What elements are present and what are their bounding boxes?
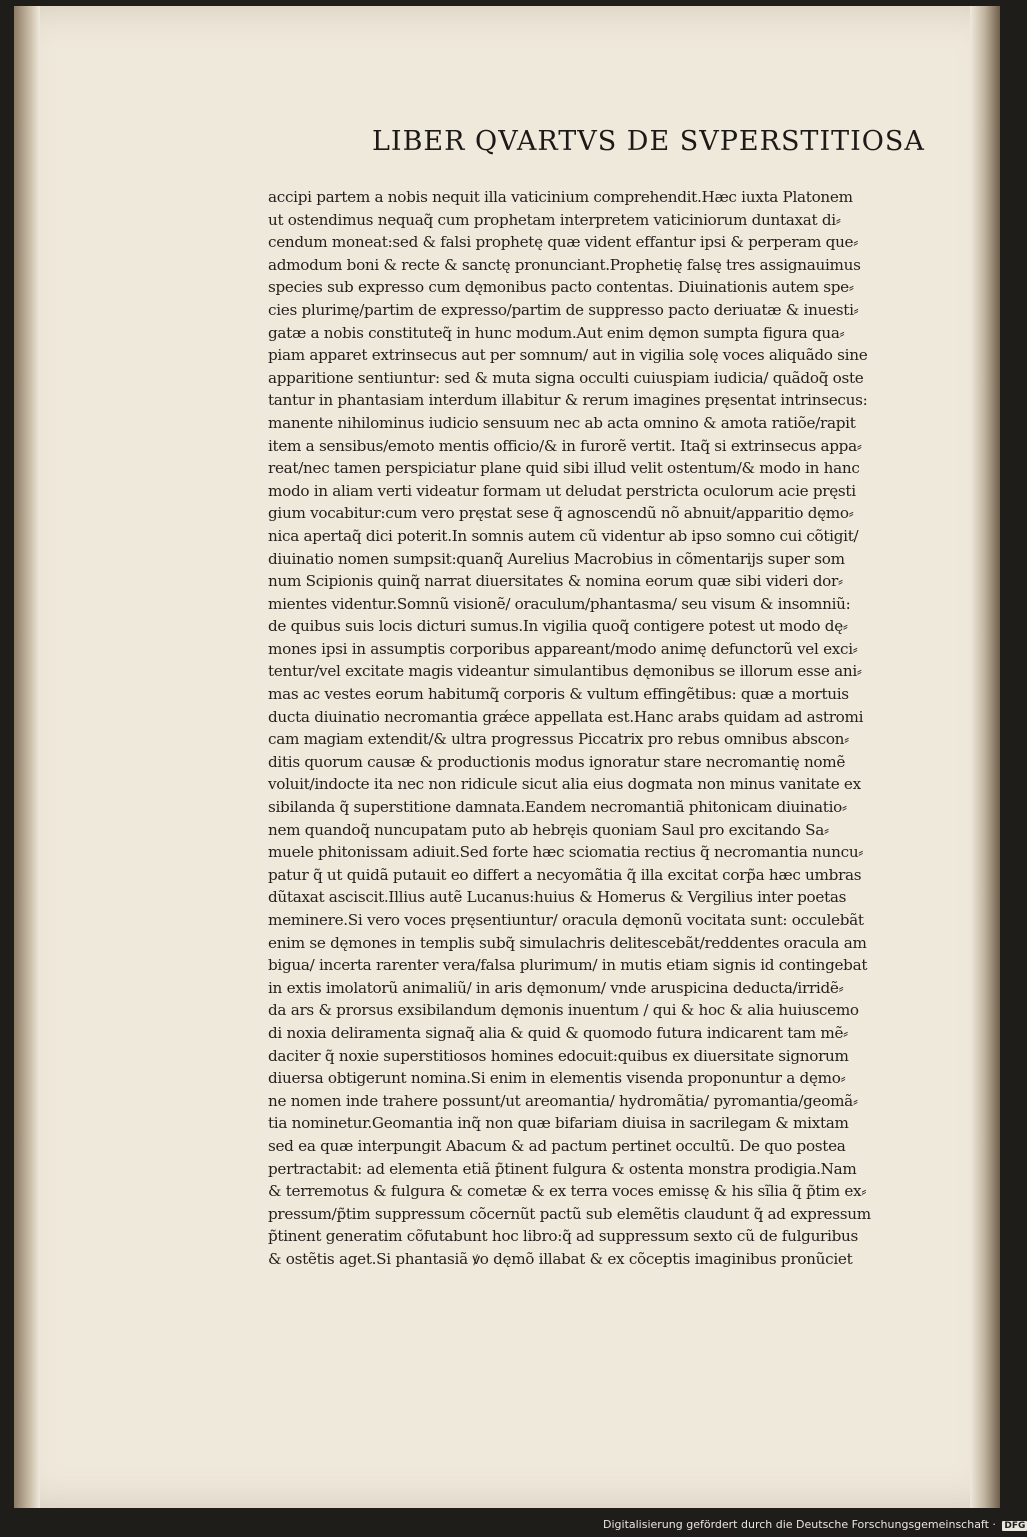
text-line: daciter q̃ noxie superstitiosos homines edocuit:quibus ex diuersitate signorum (268, 1046, 849, 1065)
text-line: mas ac vestes eorum habitumq̃ corporis & vultum effingẽtibus: quæ a mortuis (268, 685, 849, 704)
text-line: sed ea quæ interpungit Abacum & ad pactum pertinet occultũ. De quo postea (268, 1136, 846, 1155)
text-line: gatæ a nobis constituteq̃ in hunc modum.Aut enim dęmon sumpta figura qua⸗ (268, 323, 845, 342)
text-line: bigua/ incerta rarenter vera/falsa plurimum/ in mutis etiam signis id contingebat (268, 956, 868, 975)
text-line: tentur/vel excitate magis videantur simulantibus dęmonibus se illorum esse ani⸗ (268, 662, 862, 681)
book-page (14, 6, 1000, 1508)
text-line: nem quandoq̃ nuncupatam puto ab hebręis quoniam Saul pro excitando Sa⸗ (268, 820, 829, 839)
text-line: dũtaxat asciscit.Illius autẽ Lucanus:huius & Homerus & Vergilius inter poetas (268, 888, 847, 907)
text-line: mientes videntur.Somnũ visionẽ/ oraculum/phantasma/ seu visum & insomniũ: (268, 594, 851, 613)
funding-text: Digitalisierung gefördert durch die Deutsche Forschungsgemeinschaft · (603, 1518, 996, 1531)
text-line: in extis imolatorũ animaliũ/ in aris dęmonum/ vnde aruspicina deducta/irridẽ⸗ (268, 978, 844, 997)
text-line: enim se dęmones in templis subq̃ simulachris delitescebãt/reddentes oracula am (268, 933, 867, 952)
text-line: cam magiam extendit/& ultra progressus Piccatrix pro rebus omnibus abscon⸗ (268, 730, 849, 749)
text-line: nica apertaq̃ dici poterit.In somnis autem cũ videntur ab ipso somno cui cõtigit/ (268, 526, 859, 545)
page-gutter-shadow (14, 6, 40, 1508)
text-line: diuersa obtigerunt nomina.Si enim in elementis visenda proponuntur a dęmo⸗ (268, 1069, 846, 1088)
text-line: manente nihilominus iudicio sensuum nec ab acta omnino & amota ratiõe/rapit (268, 413, 856, 432)
text-line: cendum moneat:sed & falsi prophetę quæ vident effantur ipsi & perperam que⸗ (268, 233, 859, 252)
text-line: accipi partem a nobis nequit illa vaticinium comprehendit.Hæc iuxta Platonem (268, 188, 853, 206)
dfg-logo: DFG (1004, 1521, 1026, 1531)
text-line: mones ipsi in assumptis corporibus appareant/modo animę defunctorũ vel exci⸗ (268, 639, 858, 658)
running-title: LIBER QVARTVS DE SVPERSTITIOSA (372, 126, 925, 157)
text-line: pertractabit: ad elementa etiã p̃tinent fulgura & ostenta monstra prodigia.Nam (268, 1159, 857, 1178)
text-line: diuinatio nomen sumpsit:quanq̃ Aurelius Macrobius in cõmentarijs super som (268, 549, 845, 568)
text-line: tia nominetur.Geomantia inq̃ non quæ bifariam diuisa in sacrilegam & mixtam (268, 1114, 849, 1133)
text-line: item a sensibus/emoto mentis officio/& in furorẽ vertit. Itaq̃ si extrinsecus appa⸗ (268, 436, 862, 455)
text-line: patur q̃ ut quidã putauit eo differt a necyomãtia q̃ illa excitat corp̃a hæc umbras (268, 865, 862, 884)
text-line: ditis quorum causæ & productionis modus ignoratur stare necromantię nomẽ (268, 752, 846, 771)
text-line: p̃tinent generatim cõfutabunt hoc libro:q̃ ad suppressum sexto cũ de fulguribus (268, 1227, 858, 1246)
text-line: pressum/p̃tim suppressum cõcernũt pactũ sub elemẽtis claudunt q̃ ad expressum (268, 1204, 871, 1223)
text-line: di noxia deliramenta signaq̃ alia & quid & quomodo futura indicarent tam mẽ⸗ (268, 1023, 848, 1042)
text-line: gium vocabitur:cum vero pręstat sese q̃ agnoscendũ nõ abnuit/apparitio dęmo⸗ (268, 504, 854, 523)
text-line: de quibus suis locis dicturi sumus.In vigilia quoq̃ contigere potest ut modo dę⸗ (268, 617, 848, 636)
text-line: sibilanda q̃ superstitione damnata.Eandem necromantiã phitonicam diuinatio⸗ (268, 798, 847, 817)
text-line: ducta diuinatio necromantia grǽce appellata est.Hanc arabs quidam ad astromi (268, 707, 864, 726)
text-line: species sub expresso cum dęmonibus pacto contentas. Diuinationis autem spe⸗ (268, 278, 854, 297)
text-line: modo in aliam verti videatur formam ut deludat perstricta oculorum acie pręsti (268, 481, 856, 500)
text-line: & terremotus & fulgura & cometæ & ex terra voces emissę & his sĩlia q̃ p̃tim ex⸗ (268, 1182, 867, 1201)
text-line: reat/nec tamen perspiciatur plane quid sibi illud velit ostentum/& modo in hanc (268, 459, 860, 478)
text-line: & ostẽtis aget.Si phantasiã ꝟo dęmõ illabat & ex cõceptis imaginibus pronũciet (268, 1249, 853, 1268)
text-column (268, 186, 958, 1271)
text-line: voluit/indocte ita nec non ridicule sicut alia eius dogmata non minus vanitate ex (268, 775, 861, 794)
text-line: ut ostendimus nequaq̃ cum prophetam interpretem vaticiniorum duntaxat di⸗ (268, 210, 841, 229)
text-line: da ars & prorsus exsibilandum dęmonis inuentum / qui & hoc & alia huiuscemo (268, 1001, 859, 1020)
text-line: piam apparet extrinsecus aut per somnum/ aut in vigilia solę voces aliquãdo sine (268, 346, 868, 365)
text-line: admodum boni & recte & sanctę pronunciant.Prophetię falsę tres assignauimus (268, 255, 861, 274)
footer-funding-note (603, 1518, 1026, 1536)
text-line: tantur in phantasiam interdum illabitur & rerum imagines pręsentat intrinsecus: (268, 391, 868, 410)
text-line: meminere.Si vero voces pręsentiuntur/ oracula dęmonũ vocitata sunt: occulebãt (268, 911, 864, 929)
page-fore-edge (970, 6, 1000, 1508)
text-line: num Scipionis quinq̃ narrat diuersitates & nomina eorum quæ sibi videri dor⸗ (268, 572, 843, 591)
text-line: ne nomen inde trahere possunt/ut areomantia/ hydromãtia/ pyromantia/geomã⸗ (268, 1091, 858, 1110)
text-line: cies plurimę/partim de expresso/partim de suppresso pacto deriuatæ & inuesti⸗ (268, 300, 859, 319)
text-line: muele phitonissam adiuit.Sed forte hæc sciomatia rectius q̃ necromantia nuncu⸗ (268, 843, 864, 862)
text-line: apparitione sentiuntur: sed & muta signa occulti cuiuspiam iudicia/ quãdoq̃ oste (268, 368, 864, 387)
